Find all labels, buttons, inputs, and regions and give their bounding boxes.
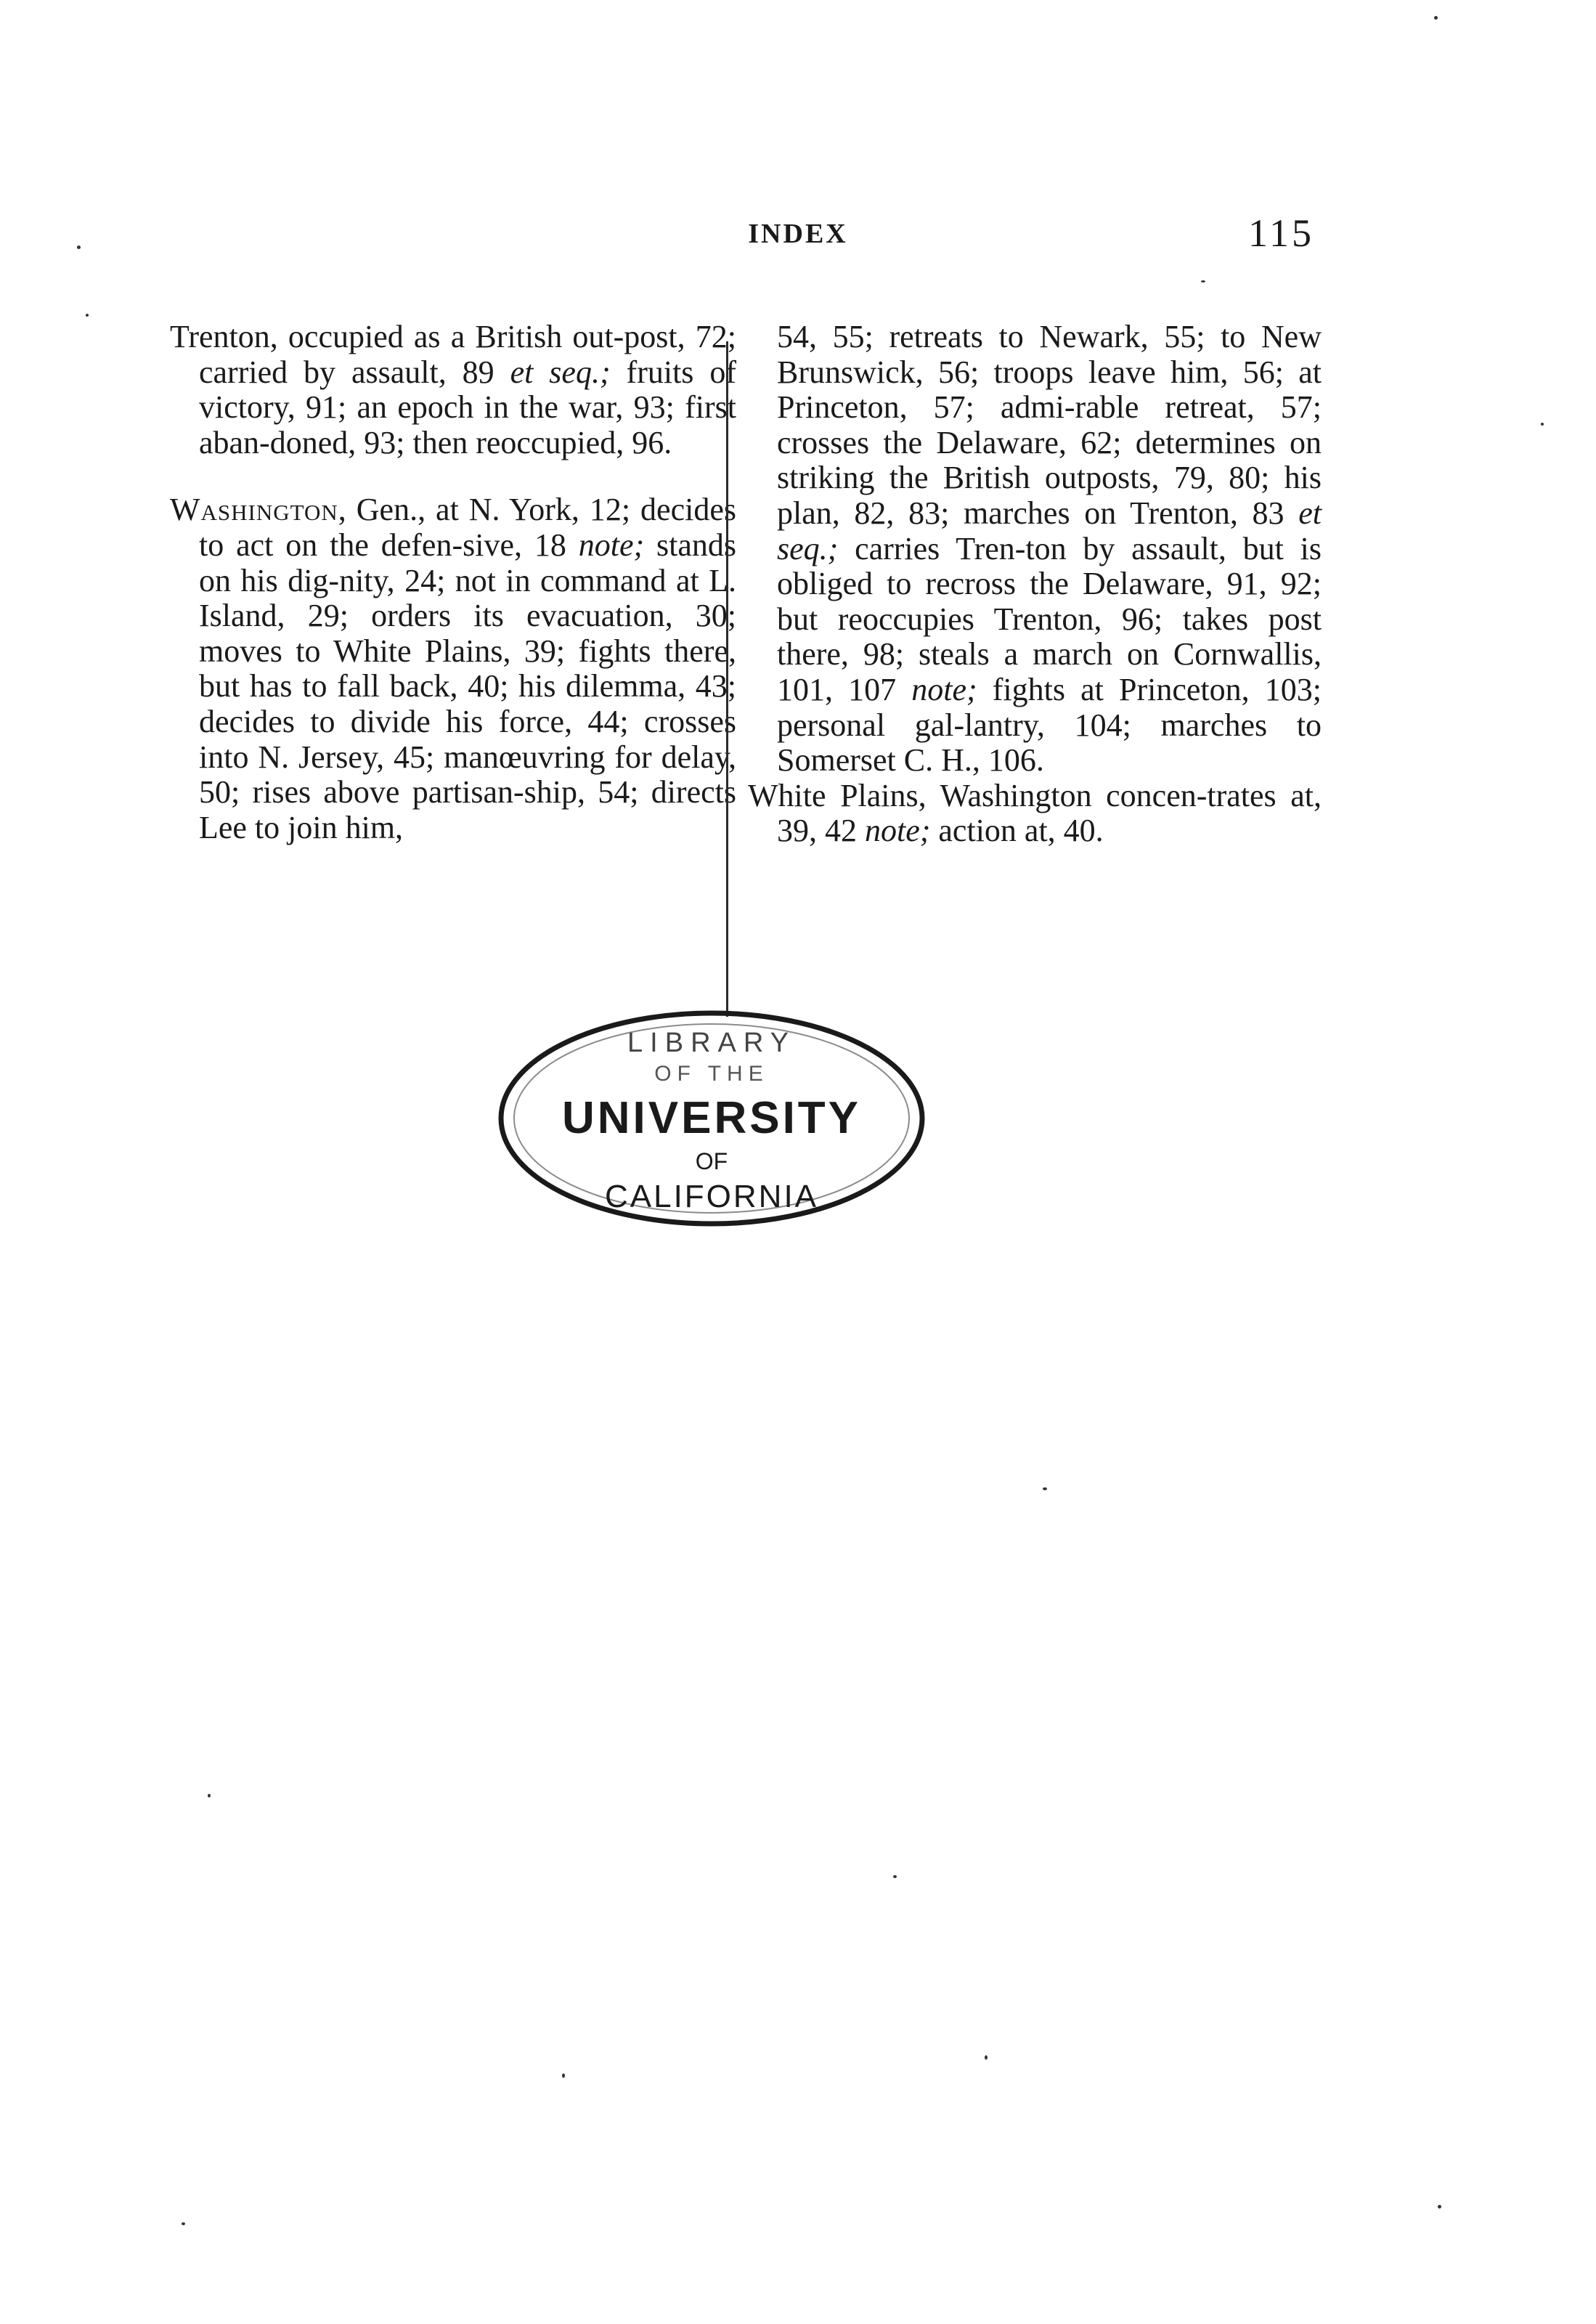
- speck: [1201, 280, 1205, 283]
- speck: [1541, 423, 1544, 426]
- speck: [86, 314, 89, 317]
- entry-italic: note;: [911, 671, 977, 707]
- speck: [77, 245, 81, 249]
- page-title: INDEX: [748, 219, 848, 249]
- index-entry-trenton: [170, 320, 736, 460]
- speck: [1438, 2205, 1441, 2209]
- entry-text: action at, 40.: [930, 813, 1104, 849]
- stamp-line-library: LIBRARY: [627, 1028, 796, 1058]
- speck: [1434, 16, 1438, 20]
- index-entry-washington-continued: [748, 320, 1322, 779]
- speck: [1043, 1487, 1047, 1490]
- entry-text: carries Tren-ton by assault, but is obliged to recross the Delaware, 91, 92; but reoccupies Trenton, 96; takes post there, 98; steals a march on Cornwallis, 101, 107: [777, 530, 1322, 707]
- entry-text: 54, 55; retreats to Newark, 55; to New Brunswick, 56; troops leave him, 56; at Princeton, 57; admi-rable retreat, 57; crosses the Delaware, 62; determines on striking the British outposts, 79, 80; his plan, 82, 83; marches on Trenton, 83: [777, 319, 1322, 531]
- index-column-left: [170, 320, 736, 845]
- entry-italic: et seq.;: [777, 495, 1322, 566]
- stamp-line-california: CALIFORNIA: [604, 1179, 819, 1214]
- entry-heading: Trenton: [170, 319, 270, 354]
- index-column-right: [748, 320, 1322, 849]
- entry-text: , occupied as a British out-post, 72; carried by assault, 89: [199, 319, 736, 390]
- entry-text: , Gen., at N. York, 12; decides to act on the defen-sive, 18: [199, 492, 736, 563]
- speck: [985, 2055, 988, 2060]
- entry-italic: et seq.;: [510, 354, 611, 390]
- speck: [893, 1875, 897, 1878]
- stamp-line-of: OF: [695, 1148, 728, 1174]
- entry-text: fights at Princeton, 103; personal gal-lantry, 104; marches to Somerset C. H., 106.: [777, 671, 1322, 779]
- library-stamp: [486, 995, 937, 1242]
- entry-text: stands on his dig-nity, 24; not in command at L. Island, 29; orders its evacuation, 30; moves to White Plains, 39; fights there, but has to fall back, 40; his dilemma, 43; decides to divide his force, 44; crosses into N. Jersey, 45; manœuvring for delay, 50; rises above partisan-ship, 54; directs Lee to join him,: [199, 527, 736, 845]
- entry-text: fruits of victory, 91; an epoch in the war, 93; first aban-doned, 93; then reoccupied, 96.: [199, 354, 737, 460]
- speck: [208, 1794, 211, 1797]
- column-divider: [726, 341, 728, 1017]
- entry-heading: Washington: [170, 492, 338, 528]
- speck: [562, 2073, 565, 2078]
- entry-italic: note;: [865, 813, 931, 849]
- index-entry-white-plains: [748, 779, 1322, 849]
- stamp-line-university: UNIVERSITY: [561, 1093, 862, 1143]
- speck: [182, 2222, 185, 2225]
- index-entry-washington: [170, 492, 736, 845]
- stamp-line-of-the: OF THE: [654, 1062, 769, 1086]
- entry-heading: White Plains: [748, 777, 919, 813]
- entry-text: , Washington concen-trates at, 39, 42: [777, 777, 1322, 849]
- page-number: 115: [1248, 211, 1314, 255]
- entry-italic: note;: [578, 527, 645, 563]
